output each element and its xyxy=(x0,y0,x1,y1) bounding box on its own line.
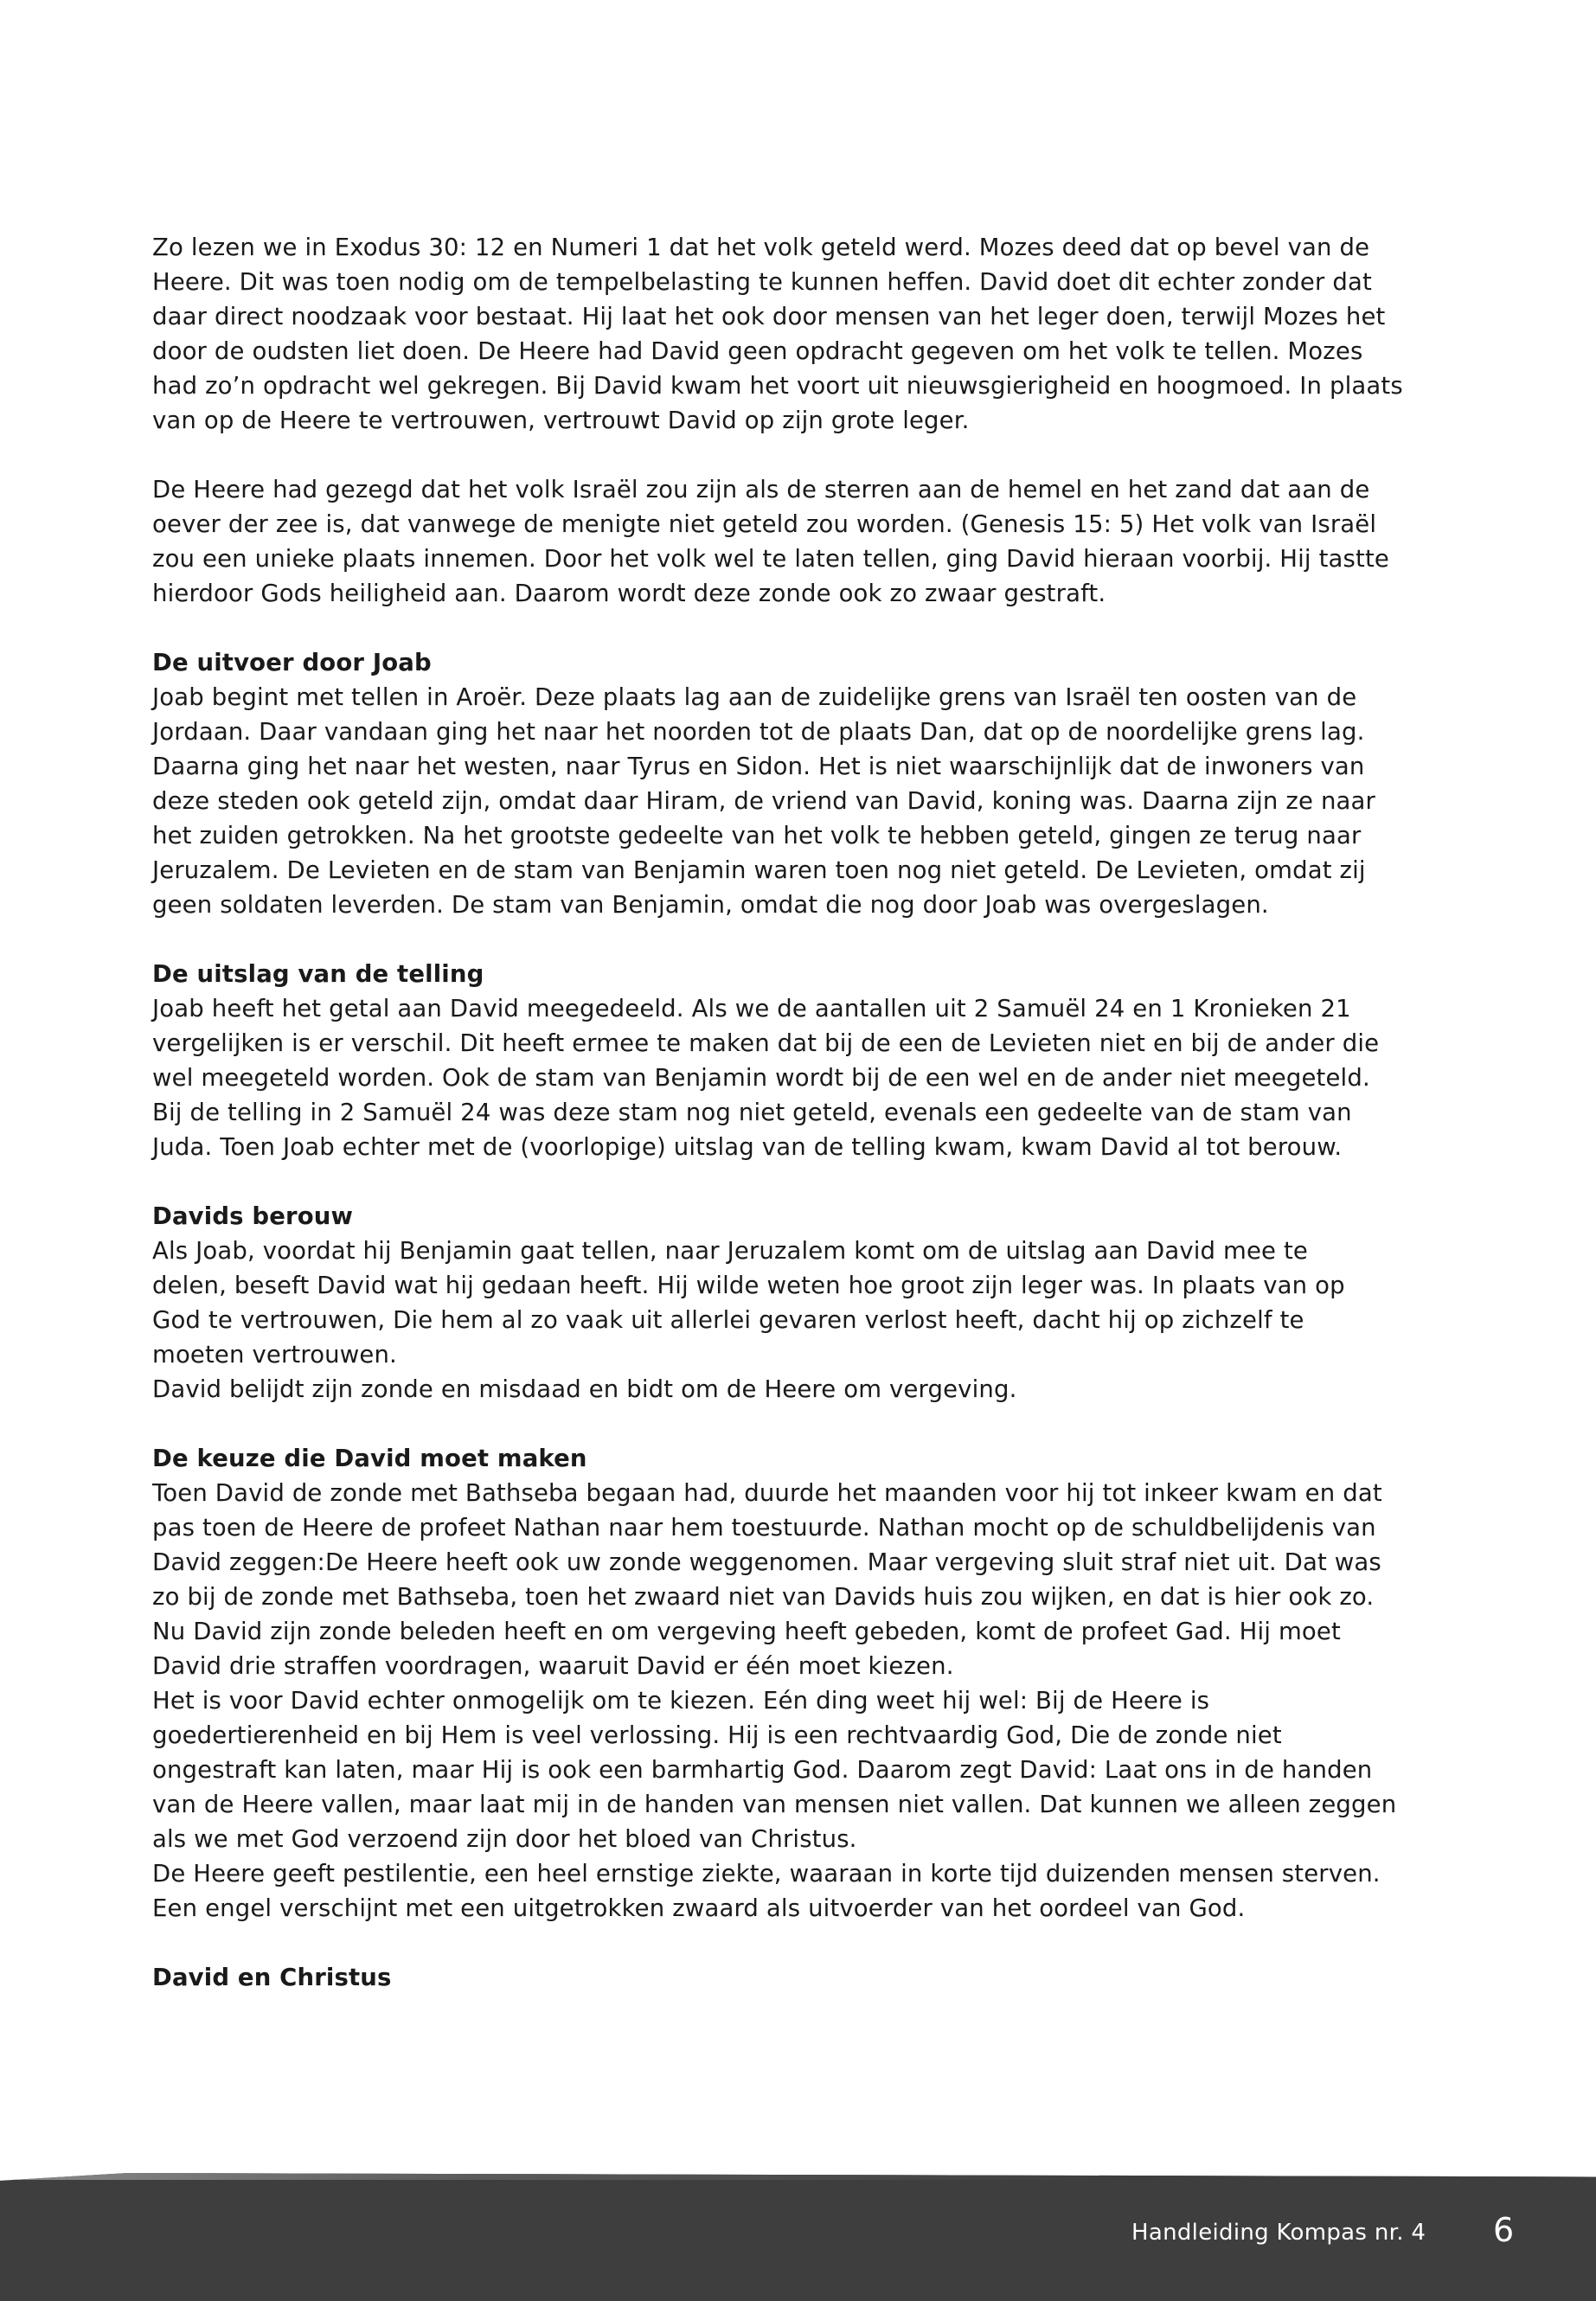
text-line: hierdoor Gods heiligheid aan. Daarom wordt deze zonde ook zo zwaar gestraft. xyxy=(152,580,1106,607)
text-line: door de oudsten liet doen. De Heere had David geen opdracht gegeven om het volk te tellen. Mozes xyxy=(152,337,1363,365)
text-line: God te vertrouwen, Die hem al zo vaak uit allerlei gevaren verlost heeft, dacht hij op zichzelf te xyxy=(152,1306,1304,1334)
text-line: goedertierenheid en bij Hem is veel verlossing. Hij is een rechtvaardig God, Die de zonde niet xyxy=(152,1721,1282,1749)
text-line: Jeruzalem. De Levieten en de stam van Benjamin waren toen nog niet geteld. De Levieten, omdat zij xyxy=(152,856,1366,884)
footer-title: Handleiding Kompas nr. 4 xyxy=(1131,2220,1426,2246)
text-line: Toen David de zonde met Bathseba begaan had, duurde het maanden voor hij tot inkeer kwam en dat xyxy=(152,1479,1382,1507)
text-line: vergelijken is er verschil. Dit heeft ermee te maken dat bij de een de Levieten niet en bij de ander die xyxy=(152,1029,1380,1057)
section-uitvoer-door-joab xyxy=(152,645,1415,922)
text-line: Joab heeft het getal aan David meegedeeld. Als we de aantallen uit 2 Samuël 24 en 1 Kronieken 21 xyxy=(152,995,1351,1022)
section-heading: Davids berouw xyxy=(152,1202,354,1230)
section-heading: De keuze die David moet maken xyxy=(152,1445,587,1472)
section-davids-berouw xyxy=(152,1199,1415,1407)
section-keuze-die-david-moet-maken xyxy=(152,1441,1415,1926)
text-line: Het is voor David echter onmogelijk om te kiezen. Eén ding weet hij wel: Bij de Heere is xyxy=(152,1687,1210,1715)
text-line: daar direct noodzaak voor bestaat. Hij laat het ook door mensen van het leger doen, terwijl Mozes het xyxy=(152,303,1386,330)
text-line: Bij de telling in 2 Samuël 24 was deze stam nog niet geteld, evenals een gedeelte van de stam van xyxy=(152,1099,1352,1126)
text-line: delen, beseft David wat hij gedaan heeft. Hij wilde weten hoe groot zijn leger was. In plaats van op xyxy=(152,1272,1345,1299)
section-heading: David en Christus xyxy=(152,1964,392,1991)
text-line: David drie straffen voordragen, waaruit David er één moet kiezen. xyxy=(152,1652,954,1680)
text-line: ongestraft kan laten, maar Hij is ook een barmhartig God. Daarom zegt David: Laat ons in de handen xyxy=(152,1756,1373,1784)
text-line: van de Heere vallen, maar laat mij in de handen van mensen niet vallen. Dat kunnen we alleen zeggen xyxy=(152,1791,1397,1818)
text-line: zou een unieke plaats innemen. Door het volk wel te laten tellen, ging David hieraan voorbij. Hij tastte xyxy=(152,545,1389,573)
text-line: had zo’n opdracht wel gekregen. Bij David kwam het voort uit nieuwsgierigheid en hoogmoed. In plaats xyxy=(152,372,1403,400)
section-uitslag-van-de-telling xyxy=(152,957,1415,1164)
section-david-en-christus xyxy=(152,1960,1415,1995)
document-body xyxy=(152,230,1415,2029)
text-line: geen soldaten leverden. De stam van Benjamin, omdat die nog door Joab was overgeslagen. xyxy=(152,891,1269,919)
text-line: wel meegeteld worden. Ook de stam van Benjamin wordt bij de een wel en de ander niet meegeteld. xyxy=(152,1064,1370,1092)
text-line: van op de Heere te vertrouwen, vertrouwt David op zijn grote leger. xyxy=(152,407,970,434)
text-line: Daarna ging het naar het westen, naar Tyrus en Sidon. Het is niet waarschijnlijk dat de inwoners van xyxy=(152,753,1365,780)
text-line: Nu David zijn zonde beleden heeft en om vergeving heeft gebeden, komt de profeet Gad. Hij moet xyxy=(152,1618,1341,1645)
text-line: De Heere had gezegd dat het volk Israël zou zijn als de sterren aan de hemel en het zand dat aan de xyxy=(152,476,1370,503)
text-line: oever der zee is, dat vanwege de menigte niet geteld zou worden. (Genesis 15: 5) Het volk van Israël xyxy=(152,510,1377,538)
text-line: moeten vertrouwen. xyxy=(152,1341,397,1368)
text-line: Als Joab, voordat hij Benjamin gaat tellen, naar Jeruzalem komt om de uitslag aan David mee te xyxy=(152,1237,1309,1265)
text-line: als we met God verzoend zijn door het bloed van Christus. xyxy=(152,1825,857,1853)
text-line: David belijdt zijn zonde en misdaad en bidt om de Heere om vergeving. xyxy=(152,1375,1017,1403)
page-number: 6 xyxy=(1493,2211,1515,2249)
section-heading: De uitslag van de telling xyxy=(152,960,484,988)
text-line: Heere. Dit was toen nodig om de tempelbelasting te kunnen heffen. David doet dit echter zonder dat xyxy=(152,268,1372,296)
intro-paragraph-1 xyxy=(152,230,1415,438)
text-line: deze steden ook geteld zijn, omdat daar Hiram, de vriend van David, koning was. Daarna zijn ze naar xyxy=(152,787,1375,815)
text-line: Jordaan. Daar vandaan ging het naar het noorden tot de plaats Dan, dat op de noordelijke grens lag. xyxy=(152,718,1365,746)
text-line: Joab begint met tellen in Aroër. Deze plaats lag aan de zuidelijke grens van Israël ten oosten van de xyxy=(152,683,1357,711)
text-line: zo bij de zonde met Bathseba, toen het zwaard niet van Davids huis zou wijken, en dat is hier ook zo. xyxy=(152,1583,1375,1611)
text-line: Een engel verschijnt met een uitgetrokken zwaard als uitvoerder van het oordeel van God. xyxy=(152,1894,1246,1922)
text-line: David zeggen:De Heere heeft ook uw zonde weggenomen. Maar vergeving sluit straf niet uit. Dat was xyxy=(152,1548,1381,1576)
text-line: Juda. Toen Joab echter met de (voorlopige) uitslag van de telling kwam, kwam David al tot berouw. xyxy=(152,1133,1343,1161)
section-heading: De uitvoer door Joab xyxy=(152,649,432,676)
text-line: het zuiden getrokken. Na het grootste gedeelte van het volk te hebben geteld, gingen ze terug naar xyxy=(152,822,1362,849)
text-line: pas toen de Heere de profeet Nathan naar hem toestuurde. Nathan mocht op de schuldbelijdenis van xyxy=(152,1514,1376,1541)
text-line: De Heere geeft pestilentie, een heel ernstige ziekte, waaraan in korte tijd duizenden mensen sterven. xyxy=(152,1860,1381,1888)
intro-paragraph-2 xyxy=(152,472,1415,611)
text-line: Zo lezen we in Exodus 30: 12 en Numeri 1 dat het volk geteld werd. Mozes deed dat op bevel van de xyxy=(152,234,1370,261)
